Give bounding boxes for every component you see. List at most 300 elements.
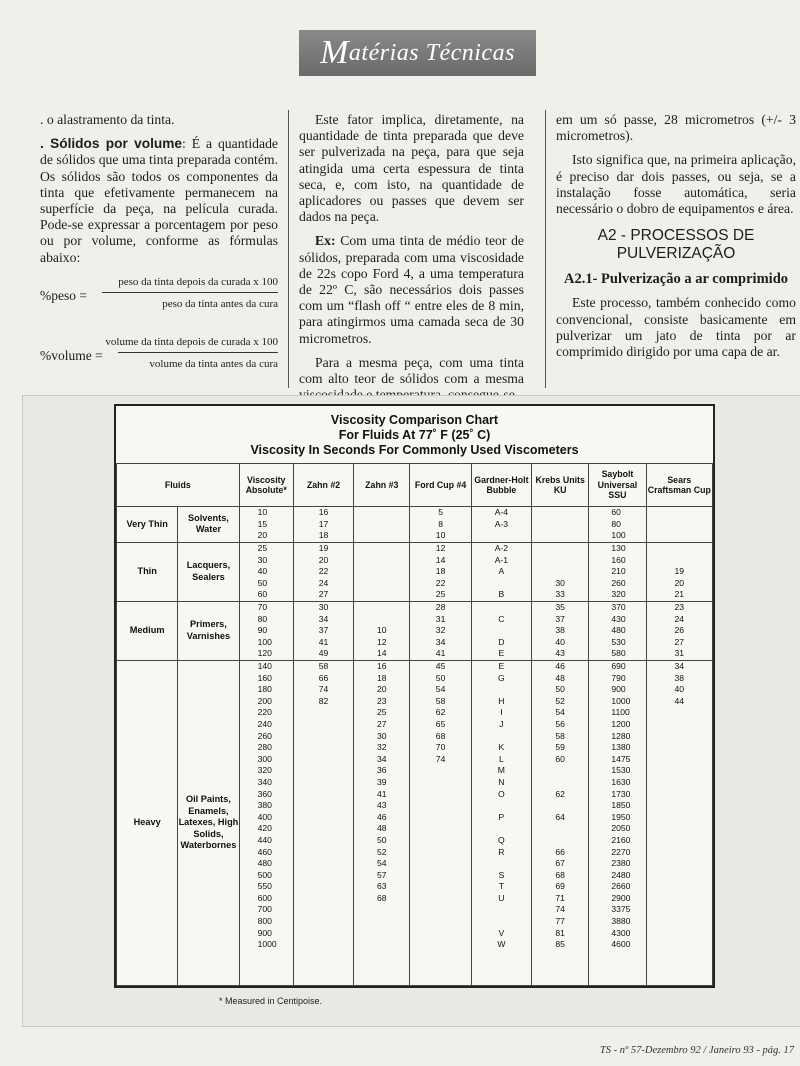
table-cell: 100 bbox=[239, 637, 293, 649]
table-cell bbox=[471, 904, 531, 916]
table-cell bbox=[646, 823, 712, 835]
table-cell: 300 bbox=[239, 753, 293, 765]
table-cell: 33 bbox=[532, 589, 589, 601]
table-cell: 1100 bbox=[589, 707, 646, 719]
table-cell: 10 bbox=[239, 507, 293, 519]
table-cell: 420 bbox=[239, 823, 293, 835]
table-cell bbox=[410, 765, 471, 777]
table-cell: 19 bbox=[646, 566, 712, 578]
page-footer: TS - nº 57-Dezembro 92 / Janeiro 93 - pág. 17 bbox=[599, 1045, 794, 1056]
table-cell bbox=[646, 858, 712, 870]
table-cell bbox=[646, 530, 712, 542]
table-cell: 59 bbox=[532, 742, 589, 754]
table-cell: 60 bbox=[589, 507, 646, 519]
table-cell: 71 bbox=[532, 893, 589, 905]
table-cell: 400 bbox=[239, 811, 293, 823]
table-cell bbox=[410, 939, 471, 951]
table-cell: E bbox=[471, 660, 531, 672]
table-cell bbox=[646, 519, 712, 531]
table-cell: 39 bbox=[354, 777, 410, 789]
col3-paragraph-3: Este processo, também conhecido como convencional, consiste basicamente em pulverizar um jato de tinta por ar comprimido dirigido por uma capa de ar. bbox=[556, 295, 796, 360]
table-cell: 1850 bbox=[589, 800, 646, 812]
table-cell: 800 bbox=[239, 916, 293, 928]
table-cell bbox=[471, 625, 531, 637]
header-zahn-2: Zahn #2 bbox=[293, 464, 353, 507]
table-cell bbox=[410, 869, 471, 881]
table-cell: 15 bbox=[239, 519, 293, 531]
table-cell bbox=[471, 916, 531, 928]
table-cell bbox=[293, 742, 353, 754]
table-cell: 41 bbox=[354, 788, 410, 800]
table-cell bbox=[646, 753, 712, 765]
table-cell: 70 bbox=[410, 742, 471, 754]
table-cell bbox=[532, 542, 589, 554]
table-cell: 18 bbox=[354, 672, 410, 684]
table-cell: 340 bbox=[239, 777, 293, 789]
table-cell: 62 bbox=[410, 707, 471, 719]
table-cell: 1000 bbox=[239, 939, 293, 951]
table-cell: 790 bbox=[589, 672, 646, 684]
table-cell: 10 bbox=[354, 625, 410, 637]
table-cell: O bbox=[471, 788, 531, 800]
formula-volume-numerator: volume da tinta depois de curada x 100 bbox=[105, 335, 278, 348]
table-cell: 30 bbox=[354, 730, 410, 742]
table-cell: H bbox=[471, 696, 531, 708]
table-cell: 430 bbox=[589, 613, 646, 625]
table-cell: 80 bbox=[589, 519, 646, 531]
table-cell: 160 bbox=[239, 672, 293, 684]
chart-title bbox=[116, 406, 713, 463]
table-cell bbox=[646, 881, 712, 893]
table-cell: 32 bbox=[410, 625, 471, 637]
banner-initial: M bbox=[320, 34, 349, 71]
table-cell bbox=[293, 788, 353, 800]
table-cell bbox=[293, 811, 353, 823]
section-heading bbox=[556, 227, 796, 263]
table-cell: 2660 bbox=[589, 881, 646, 893]
table-cell: 18 bbox=[293, 530, 353, 542]
table-cell: 68 bbox=[354, 893, 410, 905]
table-cell: 60 bbox=[532, 753, 589, 765]
header-saybolt: Saybolt Universal SSU bbox=[589, 464, 646, 507]
table-cell bbox=[410, 962, 471, 974]
table-cell bbox=[293, 869, 353, 881]
table-cell: 41 bbox=[410, 648, 471, 660]
table-cell bbox=[646, 962, 712, 974]
table-cell: 50 bbox=[410, 672, 471, 684]
table-cell: 160 bbox=[589, 554, 646, 566]
formula-peso-denominator: peso da tinta antes da cura bbox=[162, 297, 278, 310]
table-row bbox=[117, 660, 713, 672]
table-cell bbox=[589, 974, 646, 986]
table-cell bbox=[410, 846, 471, 858]
table-cell bbox=[646, 939, 712, 951]
group-fluids-cell: Lacquers, Sealers bbox=[178, 542, 239, 601]
table-cell: 70 bbox=[239, 601, 293, 613]
table-cell bbox=[532, 765, 589, 777]
header-viscosity-absolute: Viscosity Absolute* bbox=[239, 464, 293, 507]
header-zahn-3: Zahn #3 bbox=[354, 464, 410, 507]
table-cell bbox=[646, 777, 712, 789]
group-name-cell: Thin bbox=[117, 542, 178, 601]
table-cell: 34 bbox=[293, 613, 353, 625]
table-cell: 23 bbox=[646, 601, 712, 613]
group-name-cell: Very Thin bbox=[117, 507, 178, 543]
chart-footnote: * Measured in Centipoise. bbox=[219, 996, 323, 1006]
table-cell bbox=[293, 846, 353, 858]
table-cell bbox=[646, 951, 712, 963]
formula-volume-label: %volume = bbox=[40, 347, 103, 363]
table-cell: N bbox=[471, 777, 531, 789]
table-cell: A-4 bbox=[471, 507, 531, 519]
header-ford-cup-4: Ford Cup #4 bbox=[410, 464, 471, 507]
table-cell bbox=[293, 881, 353, 893]
table-cell bbox=[471, 578, 531, 590]
table-cell bbox=[239, 951, 293, 963]
table-cell bbox=[646, 800, 712, 812]
chart-title-line-3: Viscosity In Seconds For Commonly Used Viscometers bbox=[250, 443, 579, 457]
table-cell bbox=[471, 974, 531, 986]
col2-paragraph-2-text: Com uma tinta de médio teor de sólidos, preparada com uma viscosidade de 22s copo Ford 4, a uma temperatura de 22º C, são necessários dois passes com um “flash off “ entre eles de 8 min, para atingirmos uma camada seca de 30 micrometros. bbox=[299, 233, 524, 346]
table-cell: 38 bbox=[532, 625, 589, 637]
table-cell bbox=[646, 507, 712, 519]
table-cell: 320 bbox=[239, 765, 293, 777]
table-cell: T bbox=[471, 881, 531, 893]
viscosity-chart bbox=[114, 404, 715, 988]
table-cell: 260 bbox=[239, 730, 293, 742]
table-cell bbox=[532, 800, 589, 812]
group-fluids-cell: Oil Paints, Enamels, Latexes, High Solids, Waterbornes bbox=[178, 660, 239, 986]
table-cell: 58 bbox=[293, 660, 353, 672]
table-cell: 2050 bbox=[589, 823, 646, 835]
table-cell bbox=[410, 800, 471, 812]
fraction-line bbox=[102, 292, 278, 293]
table-cell bbox=[354, 939, 410, 951]
formula-peso-label: %peso = bbox=[40, 287, 87, 303]
section-heading-line-2: PULVERIZAÇÃO bbox=[616, 245, 736, 263]
table-cell bbox=[646, 846, 712, 858]
table-cell: 2160 bbox=[589, 835, 646, 847]
table-cell: 52 bbox=[354, 846, 410, 858]
table-cell: 140 bbox=[239, 660, 293, 672]
table-cell bbox=[293, 707, 353, 719]
table-cell bbox=[354, 613, 410, 625]
table-cell bbox=[646, 542, 712, 554]
table-cell: 90 bbox=[239, 625, 293, 637]
table-cell: 77 bbox=[532, 916, 589, 928]
table-cell: 22 bbox=[410, 578, 471, 590]
table-cell bbox=[410, 858, 471, 870]
chart-title-line-1: Viscosity Comparison Chart bbox=[330, 413, 499, 427]
table-cell bbox=[532, 951, 589, 963]
table-cell: 50 bbox=[532, 684, 589, 696]
table-cell bbox=[471, 823, 531, 835]
table-cell bbox=[354, 542, 410, 554]
table-cell bbox=[532, 566, 589, 578]
col2-paragraph-2 bbox=[299, 233, 524, 346]
table-cell: 44 bbox=[646, 696, 712, 708]
table-cell: 21 bbox=[646, 589, 712, 601]
table-cell: 57 bbox=[354, 869, 410, 881]
table-cell: 2480 bbox=[589, 869, 646, 881]
formula-volume-denominator: volume da tinta antes da cura bbox=[149, 357, 278, 370]
table-cell bbox=[354, 519, 410, 531]
table-cell: 74 bbox=[410, 753, 471, 765]
table-cell bbox=[532, 519, 589, 531]
table-cell: 41 bbox=[293, 637, 353, 649]
table-cell: 1730 bbox=[589, 788, 646, 800]
table-cell: U bbox=[471, 893, 531, 905]
table-cell bbox=[646, 719, 712, 731]
table-cell bbox=[471, 962, 531, 974]
table-row bbox=[117, 542, 713, 554]
table-cell: 54 bbox=[532, 707, 589, 719]
column-1 bbox=[40, 112, 278, 380]
table-cell bbox=[532, 823, 589, 835]
table-cell: 8 bbox=[410, 519, 471, 531]
table-cell bbox=[410, 835, 471, 847]
table-cell bbox=[532, 777, 589, 789]
table-cell: 5 bbox=[410, 507, 471, 519]
table-cell: 32 bbox=[354, 742, 410, 754]
subsection-heading: A2.1- Pulverização a ar comprimido bbox=[563, 271, 789, 288]
table-cell bbox=[293, 730, 353, 742]
table-cell bbox=[471, 530, 531, 542]
group-name-cell: Heavy bbox=[117, 660, 178, 986]
table-cell bbox=[646, 927, 712, 939]
table-cell: 38 bbox=[646, 672, 712, 684]
header-sears: Sears Craftsman Cup bbox=[646, 464, 712, 507]
table-cell: 85 bbox=[532, 939, 589, 951]
table-cell bbox=[471, 858, 531, 870]
table-cell: 320 bbox=[589, 589, 646, 601]
table-cell bbox=[646, 869, 712, 881]
table-cell: B bbox=[471, 589, 531, 601]
table-cell: D bbox=[471, 637, 531, 649]
table-cell: V bbox=[471, 927, 531, 939]
table-cell: 74 bbox=[532, 904, 589, 916]
table-cell: 80 bbox=[239, 613, 293, 625]
section-heading-line-1: A2 - PROCESSOS DE bbox=[597, 227, 755, 245]
example-label: Ex: bbox=[315, 233, 336, 249]
table-cell: 25 bbox=[239, 542, 293, 554]
table-cell bbox=[354, 578, 410, 590]
table-cell bbox=[646, 835, 712, 847]
table-cell: 31 bbox=[410, 613, 471, 625]
table-cell: 37 bbox=[532, 613, 589, 625]
table-cell bbox=[646, 788, 712, 800]
table-cell: 19 bbox=[293, 542, 353, 554]
viscosity-table bbox=[116, 463, 713, 986]
table-cell bbox=[239, 962, 293, 974]
table-cell: 14 bbox=[410, 554, 471, 566]
table-cell: 62 bbox=[532, 788, 589, 800]
table-cell: 25 bbox=[354, 707, 410, 719]
table-cell bbox=[293, 974, 353, 986]
table-cell bbox=[239, 974, 293, 986]
table-cell bbox=[354, 589, 410, 601]
table-cell: 50 bbox=[354, 835, 410, 847]
table-cell: L bbox=[471, 753, 531, 765]
column-2 bbox=[299, 112, 524, 411]
table-cell: 69 bbox=[532, 881, 589, 893]
table-cell bbox=[471, 951, 531, 963]
table-cell: E bbox=[471, 648, 531, 660]
table-cell: 12 bbox=[410, 542, 471, 554]
group-fluids-cell: Primers, Varnishes bbox=[178, 601, 239, 660]
table-cell: 52 bbox=[532, 696, 589, 708]
table-cell: 46 bbox=[354, 811, 410, 823]
col3-paragraph-1: em um só passe, 28 micrometros (+/- 3 micrometros). bbox=[556, 112, 796, 144]
table-cell: 690 bbox=[589, 660, 646, 672]
table-row bbox=[117, 601, 713, 613]
table-cell: 3880 bbox=[589, 916, 646, 928]
table-cell bbox=[646, 765, 712, 777]
table-cell: 180 bbox=[239, 684, 293, 696]
table-cell: 100 bbox=[589, 530, 646, 542]
table-cell: 24 bbox=[646, 613, 712, 625]
table-cell: 58 bbox=[532, 730, 589, 742]
table-cell: 530 bbox=[589, 637, 646, 649]
table-cell bbox=[293, 893, 353, 905]
table-cell bbox=[646, 811, 712, 823]
table-cell bbox=[532, 554, 589, 566]
table-cell: 900 bbox=[239, 927, 293, 939]
table-cell: 45 bbox=[410, 660, 471, 672]
table-cell: 460 bbox=[239, 846, 293, 858]
table-cell bbox=[410, 777, 471, 789]
table-cell: 66 bbox=[293, 672, 353, 684]
table-cell: 1475 bbox=[589, 753, 646, 765]
table-cell: J bbox=[471, 719, 531, 731]
table-cell: 1000 bbox=[589, 696, 646, 708]
table-cell: 56 bbox=[532, 719, 589, 731]
header-fluids: Fluids bbox=[117, 464, 240, 507]
table-cell: 28 bbox=[410, 601, 471, 613]
table-cell: 1280 bbox=[589, 730, 646, 742]
table-cell bbox=[293, 823, 353, 835]
table-cell: 1380 bbox=[589, 742, 646, 754]
table-cell bbox=[410, 811, 471, 823]
table-cell: 31 bbox=[646, 648, 712, 660]
table-cell bbox=[410, 788, 471, 800]
table-cell: 16 bbox=[293, 507, 353, 519]
table-cell: 440 bbox=[239, 835, 293, 847]
table-cell bbox=[354, 601, 410, 613]
table-cell bbox=[354, 904, 410, 916]
table-cell bbox=[646, 730, 712, 742]
table-cell bbox=[354, 962, 410, 974]
table-cell: 1200 bbox=[589, 719, 646, 731]
table-header-row bbox=[117, 464, 713, 507]
table-cell bbox=[410, 951, 471, 963]
table-cell bbox=[293, 904, 353, 916]
table-cell: 900 bbox=[589, 684, 646, 696]
table-cell bbox=[589, 962, 646, 974]
table-cell: 46 bbox=[532, 660, 589, 672]
table-cell: 35 bbox=[532, 601, 589, 613]
table-cell: 50 bbox=[239, 578, 293, 590]
table-cell: 34 bbox=[354, 753, 410, 765]
table-cell bbox=[646, 707, 712, 719]
table-cell bbox=[410, 893, 471, 905]
table-row bbox=[117, 507, 713, 519]
table-cell bbox=[471, 800, 531, 812]
table-cell bbox=[293, 962, 353, 974]
table-cell: 58 bbox=[410, 696, 471, 708]
table-cell: 2380 bbox=[589, 858, 646, 870]
table-cell: 40 bbox=[239, 566, 293, 578]
table-cell bbox=[293, 927, 353, 939]
table-cell: P bbox=[471, 811, 531, 823]
table-cell bbox=[646, 554, 712, 566]
section-banner bbox=[299, 30, 536, 76]
table-cell: 580 bbox=[589, 648, 646, 660]
col2-paragraph-1: Este fator implica, diretamente, na quantidade de tinta preparada que deve ser pulverizada na peça, para que seja atingida uma certa espessura de tinta seca, e, com isto, na quantidade de aplicadores ou passes que devem ser dados na peça. bbox=[299, 112, 524, 225]
col3-paragraph-2: Isto significa que, na primeira aplicação, é preciso dar dois passes, ou seja, se a instalação fosse automática, seria necessário o dobro de equipamentos e área. bbox=[556, 152, 796, 217]
table-cell: 4600 bbox=[589, 939, 646, 951]
table-cell: 1630 bbox=[589, 777, 646, 789]
header-gardner-holt: Gardner-Holt Bubble bbox=[471, 464, 531, 507]
column-divider bbox=[288, 110, 289, 388]
table-cell: 210 bbox=[589, 566, 646, 578]
table-cell: 20 bbox=[354, 684, 410, 696]
table-cell bbox=[646, 974, 712, 986]
table-cell: Q bbox=[471, 835, 531, 847]
table-cell: 23 bbox=[354, 696, 410, 708]
table-cell: 43 bbox=[354, 800, 410, 812]
table-cell bbox=[354, 974, 410, 986]
table-cell bbox=[354, 951, 410, 963]
table-cell bbox=[354, 530, 410, 542]
table-cell bbox=[293, 951, 353, 963]
table-cell: 3375 bbox=[589, 904, 646, 916]
table-cell: 20 bbox=[646, 578, 712, 590]
table-cell: 54 bbox=[354, 858, 410, 870]
col1-paragraph-1: . o alastramento da tinta. bbox=[40, 112, 175, 127]
table-cell: W bbox=[471, 939, 531, 951]
table-cell bbox=[293, 939, 353, 951]
table-cell: 370 bbox=[589, 601, 646, 613]
col1-paragraph-2-text: : É a quantidade de sólidos que uma tinta preparada contém. Os sólidos são todos os componentes da tinta que efetivamente permanecem na superfície da peça, na película curada. Pode-se expressar a porcentagem por peso ou por volume, conforme as fórmulas abaixo: bbox=[40, 136, 278, 265]
table-cell: 240 bbox=[239, 719, 293, 731]
table-cell: 60 bbox=[239, 589, 293, 601]
table-cell: 1950 bbox=[589, 811, 646, 823]
table-cell bbox=[410, 823, 471, 835]
table-cell bbox=[293, 916, 353, 928]
table-cell: 27 bbox=[354, 719, 410, 731]
table-cell bbox=[354, 507, 410, 519]
table-cell bbox=[354, 916, 410, 928]
table-cell: 480 bbox=[239, 858, 293, 870]
table-cell: 600 bbox=[239, 893, 293, 905]
table-cell: 10 bbox=[410, 530, 471, 542]
table-cell bbox=[410, 904, 471, 916]
col1-paragraph-2 bbox=[40, 136, 278, 266]
table-cell: C bbox=[471, 613, 531, 625]
table-cell: 500 bbox=[239, 869, 293, 881]
table-cell: 260 bbox=[589, 578, 646, 590]
table-cell bbox=[646, 904, 712, 916]
table-cell bbox=[532, 974, 589, 986]
table-cell: 27 bbox=[646, 637, 712, 649]
table-cell: A-2 bbox=[471, 542, 531, 554]
table-cell bbox=[471, 601, 531, 613]
table-cell: 22 bbox=[293, 566, 353, 578]
table-cell: 30 bbox=[239, 554, 293, 566]
header-krebs: Krebs Units KU bbox=[532, 464, 589, 507]
table-cell bbox=[532, 530, 589, 542]
